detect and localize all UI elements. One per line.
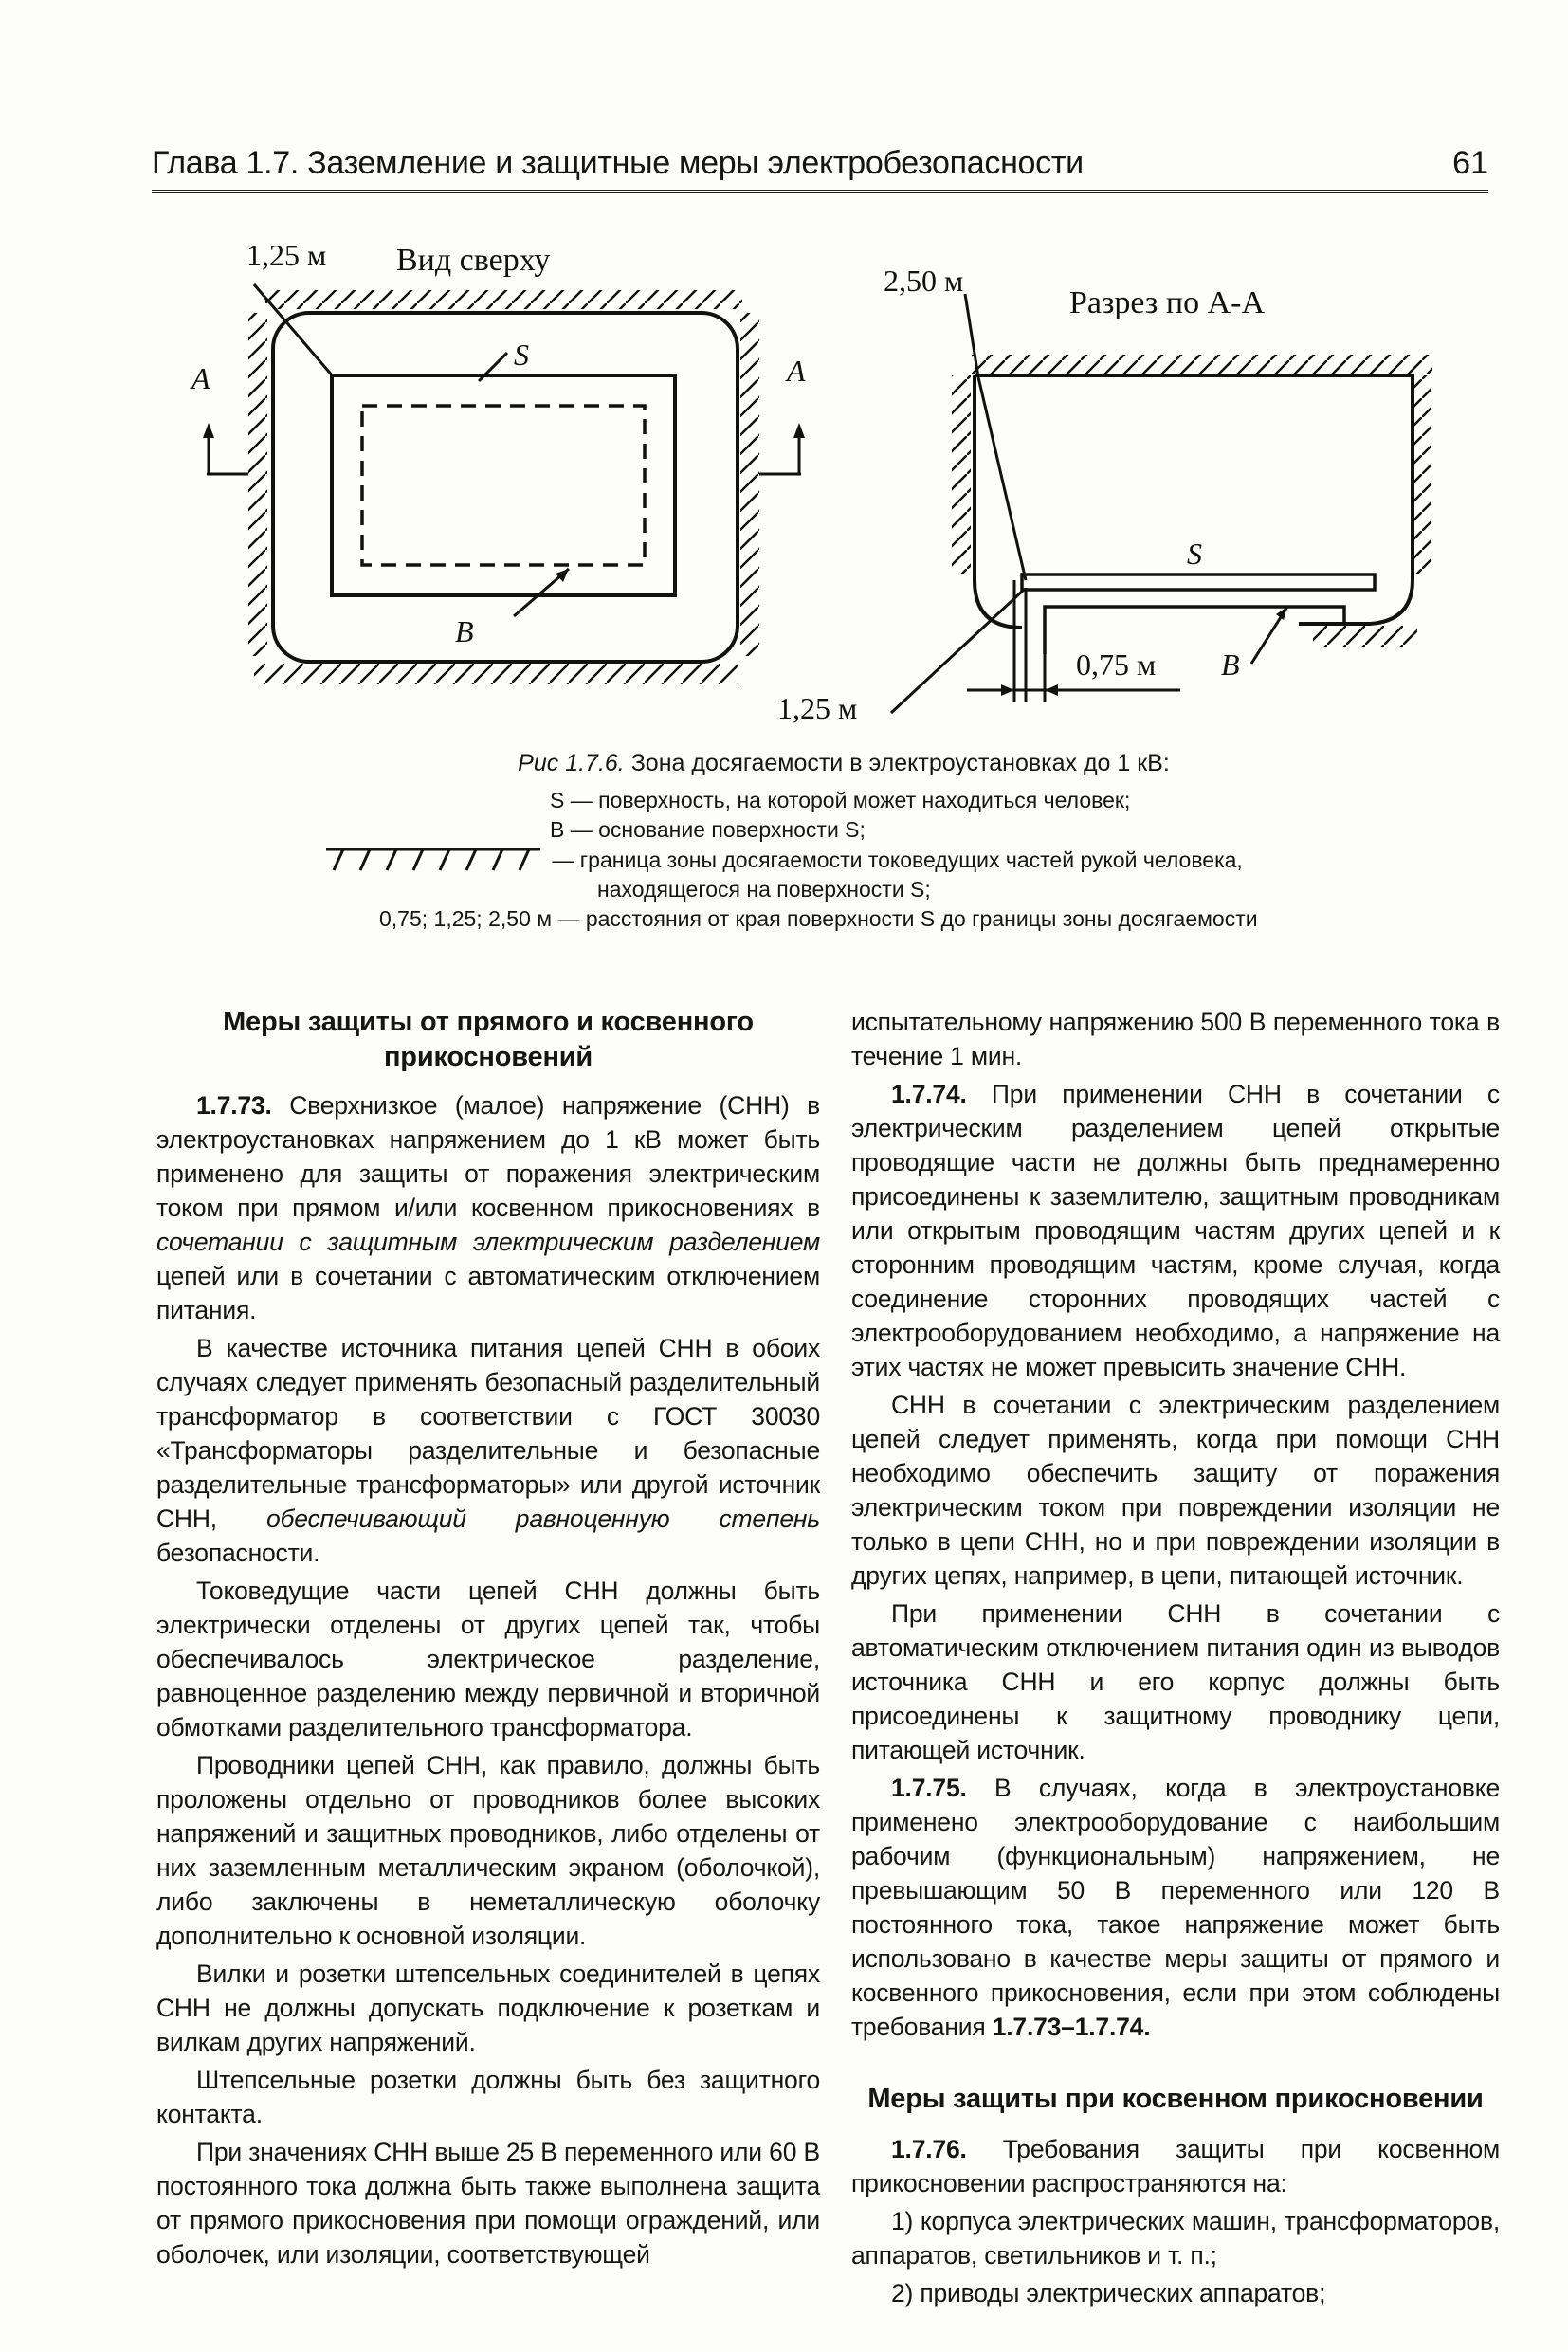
caption-line-hatch-row (322, 845, 1365, 875)
caption-prefix: Рис 1.7.6. (518, 750, 625, 776)
caption-title (322, 749, 1365, 778)
page-number: 61 (1452, 145, 1488, 181)
section-surface-s: S (1187, 537, 1202, 571)
caption-title-text: Зона досягаемости в электроустановках до 1 кВ: (630, 750, 1170, 776)
section-heading-direct-indirect: Меры защиты от прямого и косвенного прикосновений (223, 1007, 754, 1072)
section-dim-250: 2,50 м (884, 264, 964, 298)
caption-line-s: S — поверхность, на которой может находиться человек; (550, 788, 1131, 812)
para-test-voltage: испытательному напряжению 500 В переменного тока в течение 1 мин. (851, 1008, 1500, 1070)
para-voltage-above: При значениях СНН выше 25 В переменного или 60 В постоянного тока должна быть также выполнена защита от прямого прикосновения при помощи ограждений, или оболочек, или изоляции, соответствующей (156, 2138, 820, 2269)
list-item-1: 1) корпуса электрических машин, трансформаторов, аппаратов, светильников и т. п.; (851, 2207, 1500, 2270)
caption-line-boundary-cont: находящегося на поверхности S; (597, 877, 931, 902)
left-column (156, 1005, 820, 2275)
para-italic: сочетании с защитным электрическим разделением (156, 1228, 820, 1256)
list-item-2: 2) приводы электрических аппаратов; (891, 2279, 1326, 2307)
section-dim-125: 1,25 м (777, 691, 858, 725)
caption-line-b: B — основание поверхности S; (550, 817, 866, 842)
caption-line-boundary: — граница зоны досягаемости токоведущих частей рукой человека, (552, 848, 1243, 872)
chapter-title: Глава 1.7. Заземление и защитные меры электробезопасности (152, 145, 1084, 181)
section-mark-right: А (787, 354, 806, 388)
clause-reference: 1.7.73–1.7.74. (992, 2013, 1151, 2041)
para-text: безопасности. (156, 1539, 320, 1567)
para-plugs: Вилки и розетки штепсельных соединителей в цепях СНН не должны допускать подключение к розеткам и вилкам других напряжений. (156, 1960, 820, 2056)
para-text: Требования защиты при косвенном прикосновении распространяются на: (851, 2135, 1500, 2197)
para-1-7-74 (851, 1077, 1500, 1384)
para-text: При применении СНН в сочетании с электрическим разделением цепей открытые проводящие части не должны быть преднамеренно присоединены к заземлителю, защитным проводникам или открытым проводящим частям других цепей и к сторонним проводящим частям, кроме случая, когда соединение сторонних проводящих частей с электрооборудованием необходимо, а напряжение на этих частях не может превысить значение СНН. (851, 1080, 1500, 1381)
section-heading-indirect: Меры защиты при косвенном прикосновении (867, 2084, 1484, 2114)
top-view-label: Вид сверху (396, 243, 551, 278)
right-column (851, 1005, 1500, 2314)
para-power-source (156, 1331, 820, 1570)
para-snn-separation: СНН в сочетании с электрическим разделением цепей следует применять, когда при помощи СНН необходимо обеспечить защиту от поражения электрическим током при повреждении изоляции не только в цепи СНН, но и при повреждении изоляции в других цепях, например, в цепи, питающей источник. (851, 1391, 1500, 1590)
section-base-b: B (1221, 647, 1240, 682)
top-base-b: B (455, 614, 474, 648)
section-view-label: Разрез по А-А (1069, 285, 1265, 320)
para-text: В случаях, когда в электроустановке применено электрооборудование с наибольшим рабочим (функциональным) напряжением, не превышающим 50 В переменного или 120 В постоянного тока, такое напряжение может быть использовано в качестве меры защиты от прямого и косвенного прикосновения, если при этом соблюдены требования (851, 1774, 1500, 2041)
para-italic: обеспечивающий равноценную степень (266, 1504, 820, 1533)
section-view-diagram (777, 264, 1432, 725)
para-live-parts: Токоведущие части цепей СНН должны быть электрически отделены от других цепей так, чтобы обеспечивалось электрическое разделение, равноценное разделению между первичной и вторичной обмотками разделительного трансформатора. (156, 1577, 820, 1741)
top-view-diagram (190, 238, 806, 684)
top-dim-125: 1,25 м (246, 238, 327, 272)
para-text: В качестве источника питания цепей СНН в обоих случаях следует применять безопасный разделительный трансформатор в соответствии с ГОСТ 30030 «Трансформаторы разделительные и безопасные разделительные трансформаторы» или другой источник СНН, (156, 1334, 820, 1533)
para-sockets: Штепсельные розетки должны быть без защитного контакта. (156, 2066, 820, 2128)
figure-caption (322, 749, 1365, 934)
hatch-legend-icon (322, 845, 546, 873)
reach-zone-figure (0, 0, 1568, 758)
para-text: Сверхнизкое (малое) напряжение (СНН) в электроустановках напряжением до 1 кВ может быть применено для защиты от поражения электрическим током при прямом и/или косвенном прикосновениях в (156, 1091, 820, 1222)
section-mark-left: А (191, 361, 210, 395)
clause-number: 1.7.74. (891, 1080, 967, 1108)
section-dim-075: 0,75 м (1076, 647, 1157, 682)
top-surface-s: S (514, 337, 529, 372)
clause-number: 1.7.76. (891, 2135, 967, 2163)
caption-line-distances: 0,75; 1,25; 2,50 м — расстояния от края поверхности S до границы зоны досягаемости (379, 906, 1258, 931)
para-snn-auto-off: При применении СНН в сочетании с автоматическим отключением питания один из выводов источника СНН и его корпус должны быть присоединены к защитному проводнику цепи, питающей источник. (851, 1599, 1500, 1764)
para-1-7-75 (851, 1771, 1500, 2044)
para-text: цепей или в сочетании с автоматическим отключением питания. (156, 1262, 820, 1324)
clause-number: 1.7.73. (196, 1091, 272, 1120)
para-1-7-76 (851, 2132, 1500, 2200)
para-1-7-73 (156, 1088, 820, 1327)
para-conductors: Проводники цепей СНН, как правило, должны быть проложены отдельно от проводников более высоких напряжений и защитных проводников, либо отделены от них заземленным металлическим экраном (оболочкой), либо заключены в неметаллическую оболочку дополнительно к основной изоляции. (156, 1751, 820, 1950)
clause-number: 1.7.75. (891, 1774, 967, 1802)
